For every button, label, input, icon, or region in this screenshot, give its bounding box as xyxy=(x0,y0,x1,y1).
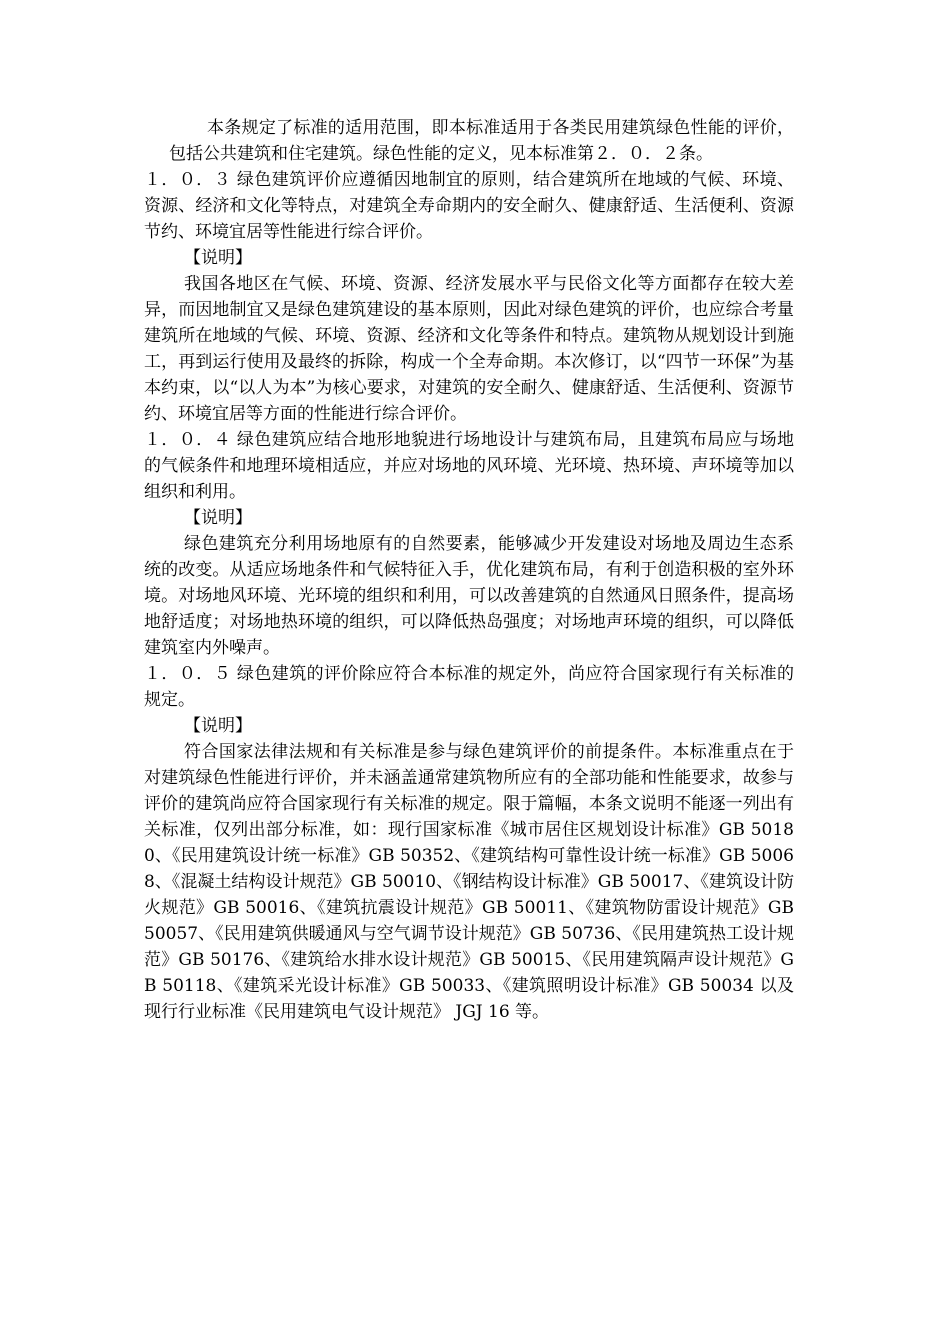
document-body xyxy=(144,115,794,1025)
intro-paragraph: 本条规定了标准的适用范围，即本标准适用于各类民用建筑绿色性能的评价，包括公共建筑和住宅建筑。绿色性能的定义，见本标准第２．０．２条。 xyxy=(169,118,794,164)
note-paragraph: 符合国家法律法规和有关标准是参与绿色建筑评价的前提条件。本标准重点在于对建筑绿色性能进行评价，并未涵盖通常建筑物所应有的全部功能和性能要求，故参与评价的建筑尚应符合国家现行有关标准的规定。限于篇幅，本条文说明不能逐一列出有关标准，仅列出部分标准，如：现行国家标准《城市居住区规划设计标准》GB 50180、《民用建筑设计统一标准》GB 50352、《建筑结构可靠性设计统一标准》GB 50068、《混凝土结构设计规范》GB 50010、《钢结构设计标准》GB 50017、《建筑设计防火规范》GB 50016、《建筑抗震设计规范》GB 50011、《建筑物防雷设计规范》GB 50057、《民用建筑供暖通风与空气调节设计规范》GB 50736、《民用建筑热工设计规范》GB 50176、《建筑给水排水设计规范》GB 50015、《民用建筑隔声设计规范》GB 50118、《建筑采光设计标准》GB 50033、《建筑照明设计标准》GB 50034 以及现行行业标准《民用建筑电气设计规范》 JGJ 16 等。 xyxy=(144,742,794,1022)
clause-1-0-3: １．０．３ 绿色建筑评价应遵循因地制宜的原则，结合建筑所在地域的气候、环境、资源、经济和文化等特点，对建筑全寿命期内的安全耐久、健康舒适、生活便利、资源节约、环境宜居等性能进行综合评价。 xyxy=(144,170,794,242)
clause-1-0-5: １．０．５ 绿色建筑的评价除应符合本标准的规定外，尚应符合国家现行有关标准的规定。 xyxy=(144,664,794,710)
note-paragraph: 我国各地区在气候、环境、资源、经济发展水平与民俗文化等方面都存在较大差异，而因地制宜又是绿色建筑建设的基本原则，因此对绿色建筑的评价，也应综合考量建筑所在地域的气候、环境、资源、经济和文化等条件和特点。建筑物从规划设计到施工，再到运行使用及最终的拆除，构成一个全寿命期。本次修订，以“四节一环保”为基本约束，以“以人为本”为核心要求，对建筑的安全耐久、健康舒适、生活便利、资源节约、环境宜居等方面的性能进行综合评价。 xyxy=(144,274,794,424)
note-label: 【说明】 xyxy=(184,248,252,268)
note-paragraph: 绿色建筑充分利用场地原有的自然要素，能够减少开发建设对场地及周边生态系统的改变。从适应场地条件和气候特征入手，优化建筑布局，有利于创造积极的室外环境。对场地风环境、光环境的组织和利用，可以改善建筑的自然通风日照条件，提高场地舒适度；对场地热环境的组织，可以降低热岛强度；对场地声环境的组织，可以降低建筑室内外噪声。 xyxy=(144,534,794,658)
note-label: 【说明】 xyxy=(184,508,252,528)
note-label: 【说明】 xyxy=(184,716,252,736)
clause-1-0-4: １．０．４ 绿色建筑应结合地形地貌进行场地设计与建筑布局，且建筑布局应与场地的气候条件和地理环境相适应，并应对场地的风环境、光环境、热环境、声环境等加以组织和利用。 xyxy=(144,430,794,502)
